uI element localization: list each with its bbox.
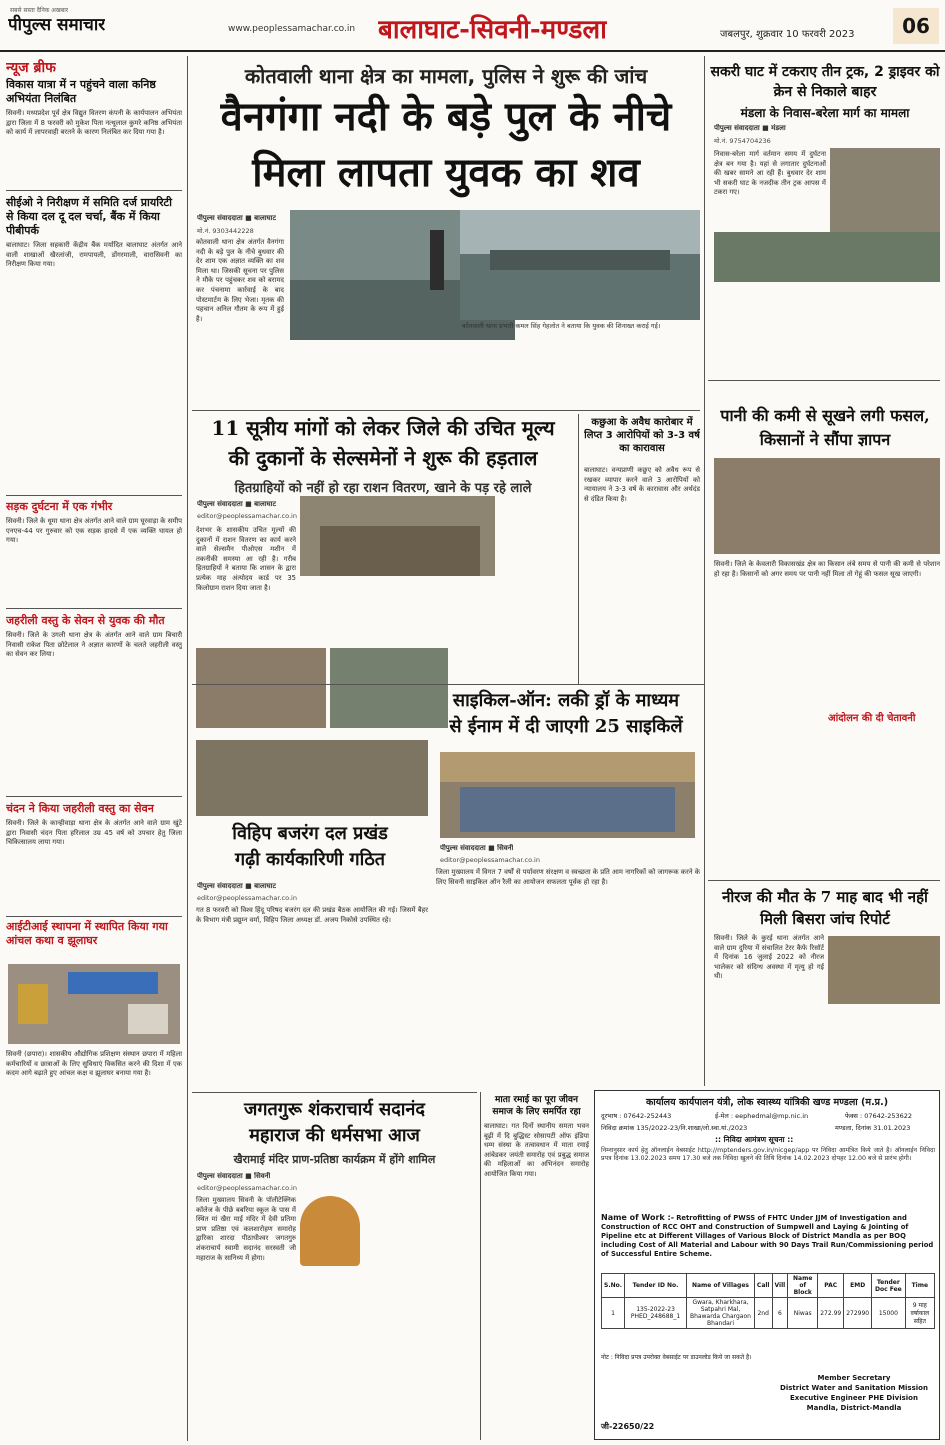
tender-column-header: Time — [905, 1274, 934, 1298]
vhp-headline-1: विहिप बजरंग दल प्रखंड — [232, 823, 388, 844]
truck-headline: सकरी घाट में टकराए तीन ट्रक, 2 ड्राइवर को क्रेन से निकाले बाहर — [710, 64, 940, 100]
cycle-byline: पीपुल्स संवाददाता ■ सिवनी — [440, 844, 514, 852]
column-rule — [704, 56, 705, 1086]
shankar-byline: पीपुल्स संवाददाता ■ सिवनी — [197, 1172, 271, 1180]
newspaper-logo: पीपुल्स समाचार — [8, 15, 106, 35]
news-brief-label: न्यूज ब्रीफ — [6, 60, 56, 76]
brief-body: बालाघाट। जिला सहकारी केंद्रीय बैंक मर्यादित बालाघाट अंतर्गत आने वाली शाखाओं खैरलांजी, रामपायली, डोंगरमाली, वारासिवनी का निरीक्षण किया गया। — [6, 241, 182, 269]
brief-item — [6, 802, 182, 920]
truck-photo — [830, 148, 940, 232]
brief-body: सिवनी। जिले के कान्हीवाड़ा थाना क्षेत्र के अंतर्गत आने वाले ग्राम खुंटे द्वारा निवासी चंदन पिता हरिलाल उम्र 45 वर्ष को उपचार हेतु जिला चिकित्सालय लाया गया। — [6, 819, 182, 847]
truck-photo — [714, 232, 940, 282]
website-link[interactable]: www.peoplessamachar.co.in — [228, 24, 356, 34]
brief-item — [6, 196, 182, 496]
tender-cell: 272990 — [844, 1298, 872, 1329]
main-photo-caption: कोतवाली थाना प्रभारी कमल सिंह गेहलोत ने बताया कि युवक की शिनाख्त कराई गई। — [462, 322, 661, 330]
tender-column-header: Call — [754, 1274, 772, 1298]
tender-cell: 272.99 — [818, 1298, 844, 1329]
shankar-subhead: खैरामाई मंदिर प्राण-प्रतिष्ठा कार्यक्रम में होंगे शामिल — [233, 1153, 436, 1166]
shankar-email: editor@peoplessamachar.co.in — [197, 1184, 297, 1192]
tender-ref-no: जी-22650/22 — [601, 1422, 655, 1431]
divider — [6, 190, 182, 191]
divider — [6, 916, 182, 917]
divider — [192, 410, 700, 411]
tender-column-header: PAC — [818, 1274, 844, 1298]
ration-headline-1: 11 सूत्रीय मांगों को लेकर जिले की उचित मूल्य — [211, 416, 555, 440]
brief-body: सिवनी। जिले के उगली थाना क्षेत्र के अंतर्गत आने वाले ग्राम बिचारी निवासी राकेश पिता छोटेलाल ने अज्ञात कारणों के चलते जहरीली वस्तु का सेवन कर लिया। — [6, 631, 182, 659]
tender-column-header: Name of Villages — [687, 1274, 755, 1298]
water-headline: पानी की कमी से सूखने लगी फसल, किसानों ने सौंपा ज्ञापन — [720, 406, 930, 449]
shankar-body: जिला मुख्यालय सिवनी के पॉलीटेक्निक कॉलेज के पीछे बबरिया स्कूल के पास में स्थित मां खैरा माई मंदिर में देवी प्रतिमा प्राण प्रतिष्ठा एवं कलशारोहण समारोह द्वारिका शारदा पीठाधीश्वर जगतगुरु शंकराचार्य स्वामी सदानंद सरस्वती जी महाराज के सानिध्य में होगा। — [196, 1196, 296, 1262]
cycle-email: editor@peoplessamachar.co.in — [440, 856, 540, 864]
main-body: कोतवाली थाना क्षेत्र अंतर्गत वैनगंगा नदी के बड़े पुल के नीचे बुधवार की देर शाम एक अज्ञात व्यक्ति का शव मिला था। जिसकी सूचना पर पुलिस ने मौके पर पहुंचकर शव को बरामद कर पंचनामा कार्रवाई के बाद पोस्टमार्टम के लिए भेजा। मृतक की पहचान अनिल गौतम के रूप में हुई है। — [196, 238, 284, 323]
tender-notice-no: निविदा क्रमांक 135/2022-23/नि.शाखा/लो.स्वा.यां./2023 — [601, 1124, 748, 1132]
tender-footer-note: नोट : निविदा प्रपत्र उपरोक्त वेबसाईट पर डाउनलोड किये जा सकते है। — [601, 1354, 752, 1361]
tortoise-body: बालाघाट। वन्यप्राणी कछुए को अवैध रूप से रखकर व्यापार करने वाले 3 आरोपियों को न्यायालय ने 3-3 वर्ष के कारावास और अर्थदंड से दंडित किया है। — [584, 466, 700, 503]
divider — [192, 1092, 477, 1093]
main-kicker: कोतवाली थाना क्षेत्र का मामला, पुलिस ने शुरू की जांच — [244, 64, 648, 88]
tender-notice-label: :: निविदा आमंत्रण सूचना :: — [715, 1135, 794, 1144]
truck-subhead: मंडला के निवास-बरेला मार्ग का मामला — [740, 106, 910, 120]
shankar-headline-1: जगतगुरू शंकराचार्य सदानंद — [244, 1099, 425, 1120]
tender-column-header: Vill — [772, 1274, 788, 1298]
divider — [6, 495, 182, 496]
saint-photo — [300, 1196, 360, 1266]
divider — [192, 684, 704, 685]
water-sub-label: आंदोलन की दी चेतावनी — [828, 713, 916, 724]
tender-work-label: Name of Work :- — [601, 1213, 675, 1222]
tender-signature: Member Secretary District Water and Sanitation Mission Executive Engineer PHE Division Mandla, District-Mandla — [780, 1374, 928, 1412]
neeraj-headline: नीरज की मौत के 7 माह बाद भी नहीं मिली बिसरा जांच रिपोर्ट — [722, 888, 928, 928]
edition-title: बालाघाट-सिवनी-मण्डला — [378, 15, 607, 45]
main-byline: पीपुल्स संवाददाता ■ बालाघाट — [197, 214, 276, 222]
farmers-photo — [714, 458, 940, 554]
tender-cell: 6 — [772, 1298, 788, 1329]
ration-subhead: हितग्राहियों को नहीं हो रहा राशन वितरण, खाने के पड़ रहे लाले — [234, 481, 532, 496]
logo-subtitle: सबसे सस्ता दैनिक अखबार — [10, 7, 69, 14]
tender-column-header: S.No. — [602, 1274, 625, 1298]
ration-headline-2: की दुकानों के सेल्समेनों ने शुरू की हड़ताल — [228, 446, 538, 470]
tender-ad — [594, 1090, 940, 1440]
tender-table — [601, 1273, 935, 1329]
masthead — [0, 0, 945, 52]
tender-cell: 1 — [602, 1298, 625, 1329]
cycle-headline-2: से ईनाम में दी जाएगी 25 साइकिलें — [449, 716, 683, 737]
vhp-body: गत 8 फरवरी को विश्व हिंदू परिषद बजरंग दल की प्रखंड बैठक आयोजित की गई। जिसमें बैहर के विभाग मंत्री प्रद्युम्न वर्मा, विहिप जिला अध्यक्ष डॉ. अजय निकोसे उपस्थित रहे। — [196, 906, 428, 924]
truck-byline: पीपुल्स संवाददाता ■ मंडला — [714, 124, 786, 132]
water-body: सिवनी। जिले के केवलारी विकासखंड क्षेत्र का किसान लंबे समय से पानी की कमी से परेशान हो रहा है। किसानों को अगर समय पर पानी नहीं मिला तो गेहूं की फसल सूख जाएगी। — [714, 560, 940, 578]
column-rule — [480, 1092, 481, 1440]
tender-cell: Gwara, Kharkhara, Satpahri Mal, Bhawarda Chargaon Bhandari — [687, 1298, 755, 1329]
tender-row — [602, 1298, 935, 1329]
brief-title: आईटीआई स्थापना में स्थापित किया गया आंचल कथा व झूलाघर — [6, 920, 168, 947]
cycle-photo — [440, 752, 695, 838]
divider — [6, 608, 182, 609]
tender-email[interactable]: ई-मेल : eephedmal@mp.nic.in — [715, 1112, 809, 1120]
tender-cell: 2nd — [754, 1298, 772, 1329]
mother-body: बालाघाट। गत दिनों स्थानीय समता भवन बूढ़ी में दि बुद्धिस्ट सोसायटी ऑफ इंडिया धम्म संस्था के तत्वावधान में माता रमाई आंबेडकर जयंती समारोह एवं प्रबुद्ध समाज की महिलाओं का अभिनंदन समारोह आयोजित किया गया। — [484, 1122, 589, 1178]
tender-column-header: Tender Doc Fee — [872, 1274, 905, 1298]
event-photo — [196, 648, 326, 728]
brief-title: सड़क दुर्घटना में एक गंभीर — [6, 500, 113, 513]
brief-title: विकास यात्रा में न पहुंचने वाला कनिष्ठ अभियंता निलंबित — [6, 78, 156, 105]
dateline: जबलपुर, शुक्रवार 10 फरवरी 2023 — [720, 29, 855, 40]
vhp-byline: पीपुल्स संवाददाता ■ बालाघाट — [197, 882, 276, 890]
brief-body: सिवनी (छपारा)। शासकीय औद्योगिक प्रशिक्षण संस्थान छपारा में महिला कर्मचारियों व छात्राओं के लिए सुविधाएं विकसित करने की दिशा में एक कदम आगे बढ़ाते हुए आंचल कक्ष व झूलाघर बनाया गया है। — [6, 1050, 182, 1078]
tender-cell: Niwas — [788, 1298, 818, 1329]
tender-cell: 135-2022-23 PHED_248688_1 — [625, 1298, 687, 1329]
column-rule — [187, 56, 188, 1441]
tender-cell: 15000 — [872, 1298, 905, 1329]
tender-notice-date: मण्डला, दिनांक 31.01.2023 — [835, 1124, 911, 1132]
brief-item — [6, 614, 182, 794]
tortoise-headline: कछुआ के अवैध कारोबार में लिप्त 3 आरोपियों को 3-3 वर्ष का कारावास — [584, 417, 700, 454]
neeraj-body: सिवनी। जिले के कुरई थाना अंतर्गत आने वाले ग्राम दुरिया में संचालित टेरर कैफे रिसॉर्ट में दिनांक 16 जुलाई 2022 को नीरज भालेकर को संदिग्ध अवस्था में मृत्यु हो गई थी। — [714, 934, 824, 981]
ration-email: editor@peoplessamachar.co.in — [197, 512, 297, 520]
brief-item — [6, 500, 182, 608]
cycle-headline-1: साइकिल-ऑन: लकी ड्रॉ के माध्यम — [452, 690, 680, 711]
vhp-email: editor@peoplessamachar.co.in — [197, 894, 297, 902]
brief-title: जहरीली वस्तु के सेवन से युवक की मौत — [6, 614, 165, 627]
brief-body: सिवनी। जिले के धूमा थाना क्षेत्र अंतर्गत आने वाले ग्राम घूरवाड़ा के समीप एनएच-44 पर गुरुवार को एक सड़क हादसे में एक व्यक्ति घायल हो गया। — [6, 517, 182, 545]
brief-title: सीईओ ने निरीक्षण में समिति दर्ज प्रायरिटी से किया दल दू दल चर्चा, बैंक में किया पीबीपर्क — [6, 196, 172, 237]
vhp-headline-2: गढ़ी कार्यकारिणी गठित — [234, 849, 386, 870]
tender-cell: 9 माह वर्षाकाल सहित — [905, 1298, 934, 1329]
mother-headline: माता रमाई का पूरा जीवन समाज के लिए समर्पित रहा — [492, 1095, 581, 1117]
main-headline-2: मिला लापता युवक का शव — [252, 149, 640, 196]
divider — [6, 796, 182, 797]
tender-column-header: Tender ID No. — [625, 1274, 687, 1298]
tender-column-header: EMD — [844, 1274, 872, 1298]
vhp-photo — [196, 740, 428, 816]
ration-body: देशभर के शासकीय उचित मूल्यों की दुकानों में राशन वितरण का कार्य करने वाले सेल्समैन पीओएस मशीन में तकनीकी समस्या आ रही है। गरीब हितग्राहियों ने बताया कि शासन के द्वारा प्रत्येक माह अंत्योदय कार्ड पर 35 किलोग्राम राशन दिया जाता है। — [196, 526, 296, 592]
shop-photo — [300, 496, 495, 576]
tender-title: कार्यालय कार्यपालन यंत्री, लोक स्वास्थ्य यांत्रिकी खण्ड मण्डला (म.प्र.) — [645, 1097, 889, 1108]
tender-fax: फेक्स : 07642-253622 — [845, 1112, 913, 1120]
bridge-photo — [460, 210, 700, 320]
cycle-body: जिला मुख्यालय में विगत 7 वर्षों से पर्यावरण संरक्षण व स्वच्छता के प्रति आम नागरिकों को जागरूक करने के लिए सिवनी साइकिल ऑन रैली का आयोजन सफलता पूर्वक हो रहा है। — [436, 868, 700, 886]
brief-title: चंदन ने किया जहरीली वस्तु का सेवन — [6, 802, 154, 815]
tender-column-header: Name of Block — [788, 1274, 818, 1298]
daycare-photo — [8, 964, 180, 1044]
truck-contact: मो.नं. 9754704236 — [714, 137, 771, 145]
shankar-headline-2: महाराज की धर्मसभा आज — [249, 1125, 420, 1146]
tender-phone: दूरभाष : 07642-252443 — [601, 1112, 672, 1120]
column-rule — [578, 414, 579, 684]
main-contact: मो.नं. 9303442228 — [197, 227, 254, 235]
brief-body: सिवनी। मध्यप्रदेश पूर्व क्षेत्र विद्युत वितरण कंपनी के कार्यपालन अभियंता द्वारा जिला में 8 फरवरी को मुकेश पिता नत्थूलाल कुमरे कनिष्ठ अभियंता को कार्य में लापरवाही बरतने के कारण निलंबित कर दिया गया है। — [6, 109, 182, 137]
tender-work-body: Retrofitting of PWSS of FHTC Under JJM of Investigation and Construction of RCC OHT and Construction of Sumpwell and Laying & Jointing of Pipeline etc at Different Villages of Various Block of District Mandla as per BOQ including Cost of All Material and Labour with 90 Days Trail Run/Commissioning period of Successful Entire Scheme. — [601, 1214, 934, 1258]
divider — [708, 880, 940, 881]
family-photo — [828, 936, 940, 1004]
truck-body: निवास-बरेला मार्ग वर्तमान समय में दुर्घटना क्षेत्र बन गया है। यहां से लगातार दुर्घटनाओं की खबर सामने आ रही हैं। बुधवार देर शाम भी सकरी घाट के नजदीक तीन ट्रक आपस में टकरा गए। — [714, 150, 826, 197]
main-headline-1: वैनगंगा नदी के बड़े पुल के नीचे — [220, 93, 672, 140]
divider — [708, 380, 940, 381]
ration-byline: पीपुल्स संवाददाता ■ बालाघाट — [197, 500, 276, 508]
tender-notice-body: निम्नानुसार कार्य हेतु ऑनलाईन वेबसाईट http://mptenders.gov.in/nicgep/app पर निविदा आमंत्रित किये जाते है। ऑनलाईन निविदा प्रपत्र दिनांक 13.02.2023 समय 17.30 बजे तक निविदा खुलने की तिथि दिनांक 14.02.2023 दोपहर 12.00 बजे से प्रारंभ होगी। — [601, 1147, 935, 1163]
page-number: 06 — [893, 8, 939, 44]
